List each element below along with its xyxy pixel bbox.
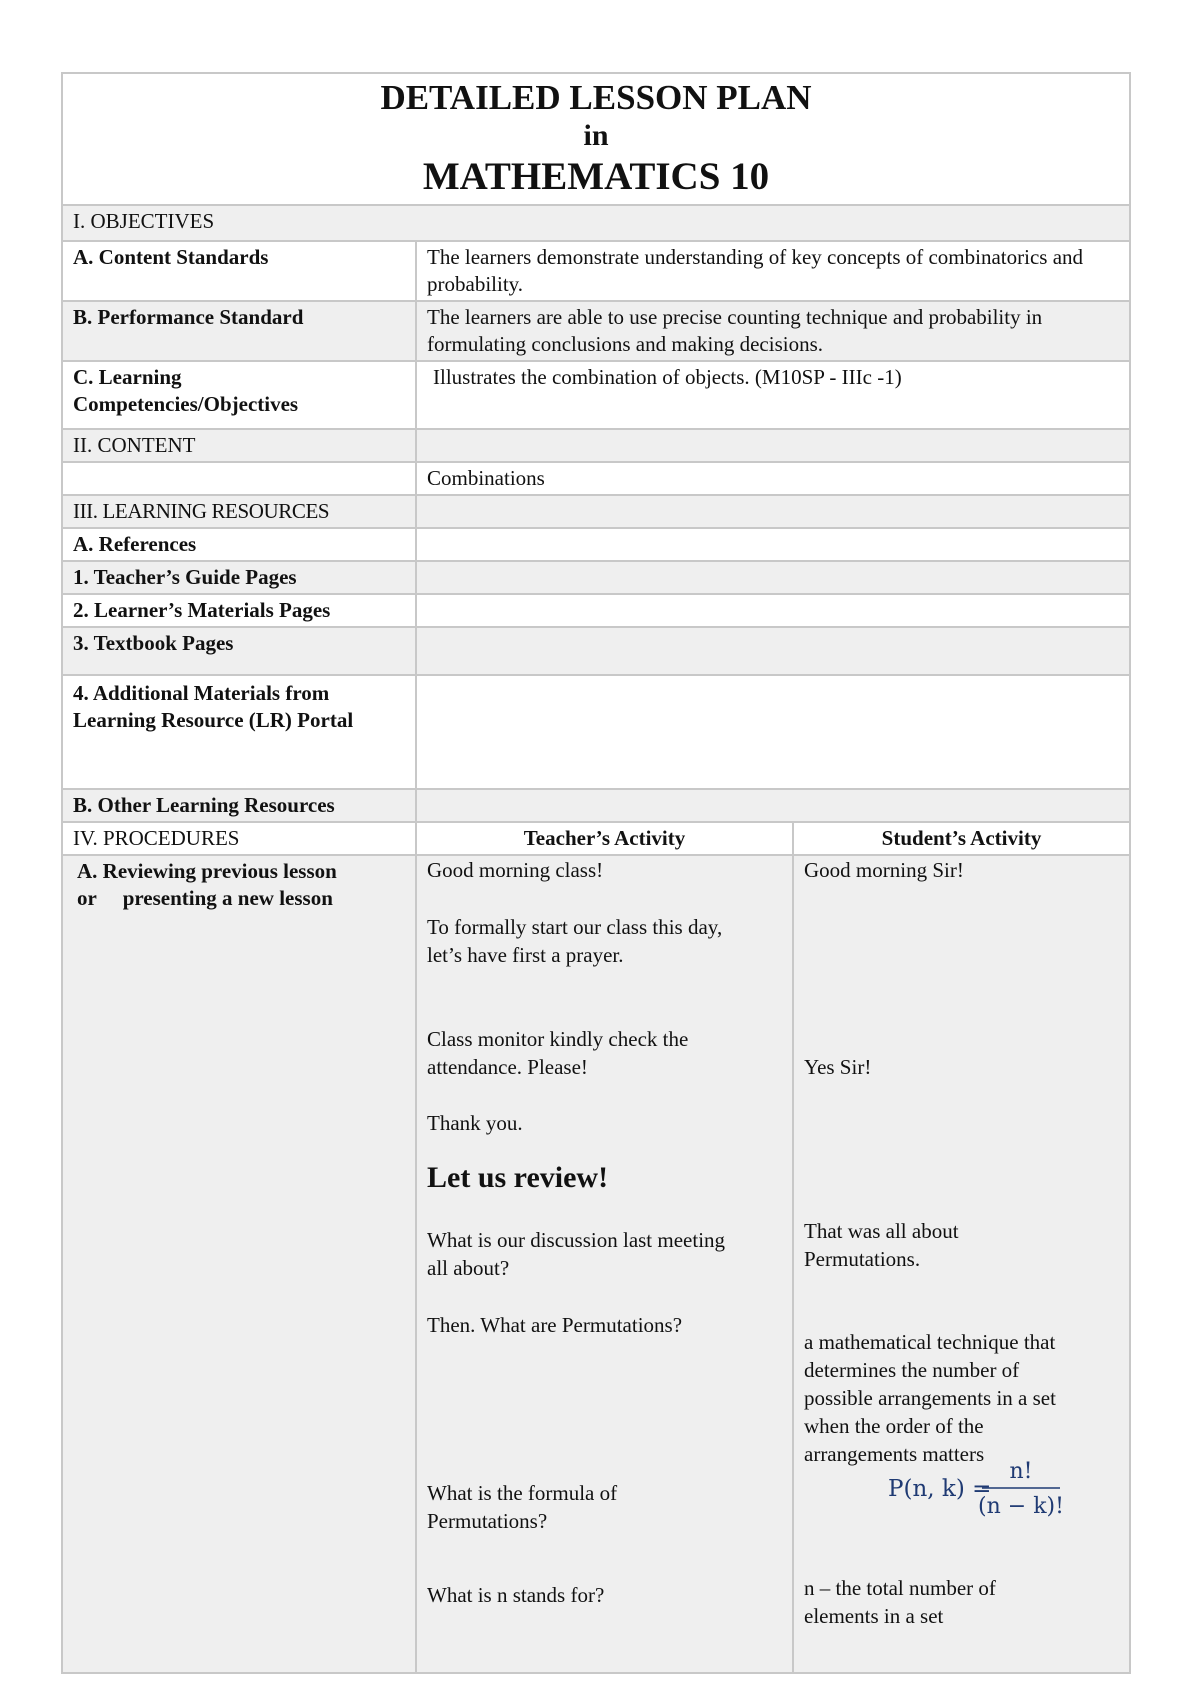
resources-heading-row — [62, 495, 1130, 528]
content-standards-label: A. Content Standards — [62, 241, 416, 301]
student-line: a mathematical technique that — [804, 1330, 1056, 1354]
content-value: Combinations — [416, 462, 1130, 495]
student-line: n – the total number of — [804, 1576, 996, 1600]
references-row — [62, 528, 1130, 561]
procedures-heading-row — [62, 822, 1130, 855]
content-heading: II. CONTENT — [62, 429, 416, 462]
competencies-label-line2: Competencies/Objectives — [73, 392, 299, 416]
student-activity-cell — [793, 855, 1130, 1673]
title-line3: MATHEMATICS 10 — [422, 155, 770, 198]
references-label: A. References — [62, 528, 416, 561]
content-heading-row — [62, 429, 1130, 462]
competencies-value: Illustrates the combination of objects. (M10SP - IIIc -1) — [416, 361, 1130, 429]
objectives-heading: I. OBJECTIVES — [62, 205, 1130, 241]
competencies-label — [62, 361, 416, 429]
permutation-formula — [888, 1456, 1078, 1520]
textbook-label: 3. Textbook Pages — [62, 627, 416, 675]
teacher-line: Thank you. — [427, 1111, 523, 1135]
formula-numerator: n! — [1009, 1459, 1033, 1484]
teacher-line: What is our discussion last meeting — [427, 1228, 726, 1252]
teacher-line: Permutations? — [427, 1509, 548, 1533]
teacher-line: attendance. Please! — [427, 1055, 588, 1079]
student-line: determines the number of — [804, 1358, 1020, 1382]
formula-lhs: P(n, k) = — [888, 1476, 992, 1502]
procedure-a-line2: or presenting a new lesson — [77, 886, 333, 910]
additional-materials-line2: Learning Resource (LR) Portal — [73, 708, 354, 732]
teacher-activity-cell — [416, 855, 793, 1673]
content-heading-empty — [416, 429, 1130, 462]
additional-materials-line1: 4. Additional Materials from — [73, 681, 330, 705]
performance-standard-label: B. Performance Standard — [62, 301, 416, 361]
competencies-row — [62, 361, 1130, 429]
teacher-activity-header: Teacher’s Activity — [416, 822, 793, 855]
additional-materials-label — [62, 675, 416, 789]
other-resources-label: B. Other Learning Resources — [62, 789, 416, 822]
references-empty — [416, 528, 1130, 561]
textbook-row — [62, 627, 1130, 675]
textbook-empty — [416, 627, 1130, 675]
student-activity-header: Student’s Activity — [793, 822, 1130, 855]
content-standards-row — [62, 241, 1130, 301]
resources-heading-empty — [416, 495, 1130, 528]
formula-denominator: (n − k)! — [978, 1494, 1064, 1519]
procedure-a-row — [62, 855, 1130, 1673]
title-cell — [62, 73, 1130, 205]
teacher-line: all about? — [427, 1256, 510, 1280]
performance-standard-value: The learners are able to use precise counting technique and probability in formulating conclusions and making decisions. — [416, 301, 1130, 361]
teachers-guide-empty — [416, 561, 1130, 594]
content-standards-value: The learners demonstrate understanding of key concepts of combinatorics and probability. — [416, 241, 1130, 301]
other-resources-empty — [416, 789, 1130, 822]
procedure-a-line1: A. Reviewing previous lesson — [77, 859, 337, 883]
teacher-line: To formally start our class this day, — [427, 915, 723, 939]
teacher-line: Then. What are Permutations? — [427, 1313, 683, 1337]
title-line1: DETAILED LESSON PLAN — [380, 78, 812, 117]
student-line: possible arrangements in a set — [804, 1386, 1056, 1410]
title-line2: in — [583, 119, 609, 152]
content-value-row — [62, 462, 1130, 495]
competencies-label-line1: C. Learning — [73, 365, 182, 389]
learners-materials-label: 2. Learner’s Materials Pages — [62, 594, 416, 627]
student-line: elements in a set — [804, 1604, 944, 1628]
teacher-line: What is the formula of — [427, 1481, 618, 1505]
teacher-line: Class monitor kindly check the — [427, 1027, 689, 1051]
student-line: Good morning Sir! — [804, 858, 964, 882]
teacher-line: What is n stands for? — [427, 1583, 605, 1607]
teachers-guide-label: 1. Teacher’s Guide Pages — [62, 561, 416, 594]
student-line: when the order of the — [804, 1414, 984, 1438]
lesson-plan-table — [61, 72, 1131, 1674]
student-line: arrangements matters — [804, 1442, 985, 1466]
procedures-heading: IV. PROCEDURES — [62, 822, 416, 855]
title-row — [62, 73, 1130, 205]
student-line: Yes Sir! — [804, 1055, 872, 1079]
student-line: That was all about — [804, 1219, 959, 1243]
teachers-guide-row — [62, 561, 1130, 594]
teacher-line: Good morning class! — [427, 858, 604, 882]
additional-materials-empty — [416, 675, 1130, 789]
additional-materials-row — [62, 675, 1130, 789]
resources-heading: III. LEARNING RESOURCES — [62, 495, 416, 528]
other-resources-row — [62, 789, 1130, 822]
procedure-a-label — [62, 855, 416, 1673]
learners-materials-row — [62, 594, 1130, 627]
content-value-empty — [62, 462, 416, 495]
performance-standard-row — [62, 301, 1130, 361]
review-heading: Let us review! — [427, 1161, 609, 1194]
objectives-heading-row — [62, 205, 1130, 241]
learners-materials-empty — [416, 594, 1130, 627]
student-line: Permutations. — [804, 1247, 921, 1271]
teacher-line: let’s have first a prayer. — [427, 943, 624, 967]
